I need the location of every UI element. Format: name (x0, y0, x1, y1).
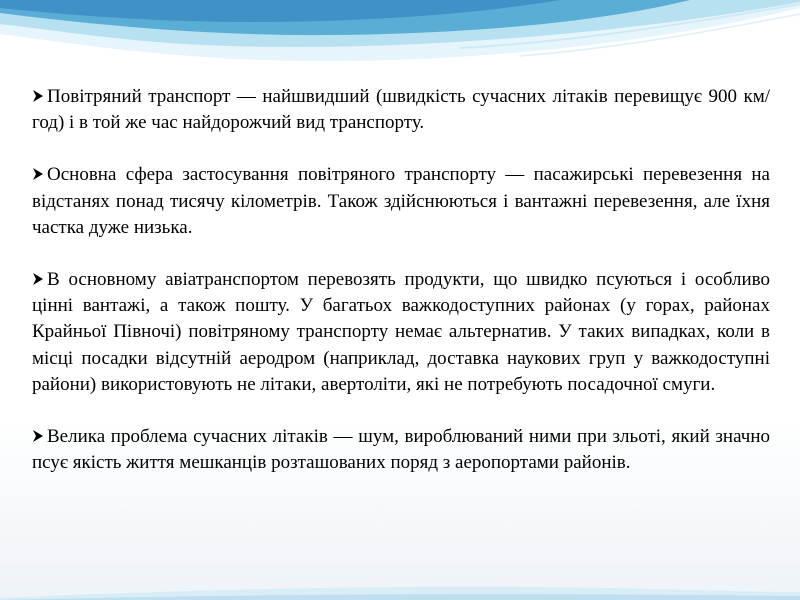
bullet-arrow-icon (32, 272, 44, 286)
paragraph-text: В основному авіатранспортом перевозять продукти, що швидко псуються і особливо цінні вантажі, а також пошту. У багатьох важкодоступних районах (у горах, районах Крайньої Півночі) повітряному транспорту немає альтернатив. У таких випадках, коли в місці посадки відсутній аеродром (наприклад, доставка наукових груп у важкодоступні райони) використовують не літаки, авертоліти, які не потребують посадочної смуги. (32, 269, 770, 395)
bullet-arrow-icon (32, 429, 44, 443)
bullet-paragraph-3 (32, 267, 770, 398)
bullet-paragraph-4 (32, 424, 770, 476)
text-content (32, 84, 770, 502)
paragraph-text: Велика проблема сучасних літаків — шум, вироблюваний ними при зльоті, який значно псує якість життя мешканців розташованих поряд з аеропортами районів. (32, 426, 770, 474)
top-wave-decoration (0, 0, 800, 80)
bullet-paragraph-2 (32, 162, 770, 241)
bottom-wave-decoration (0, 570, 800, 600)
bullet-arrow-icon (32, 89, 44, 103)
paragraph-text: Основна сфера застосування повітряного транспорту — пасажирські перевезення на відстанях понад тисячу кілометрів. Також здійснюються і вантажні перевезення, але їхня частка дуже низька. (32, 164, 770, 238)
paragraph-text: Повітряний транспорт — найшвидший (швидкість сучасних літаків перевищує 900 км/год) і в той же час найдорожчий вид транспорту. (32, 86, 770, 134)
bullet-paragraph-1 (32, 84, 770, 136)
bullet-arrow-icon (32, 167, 44, 181)
